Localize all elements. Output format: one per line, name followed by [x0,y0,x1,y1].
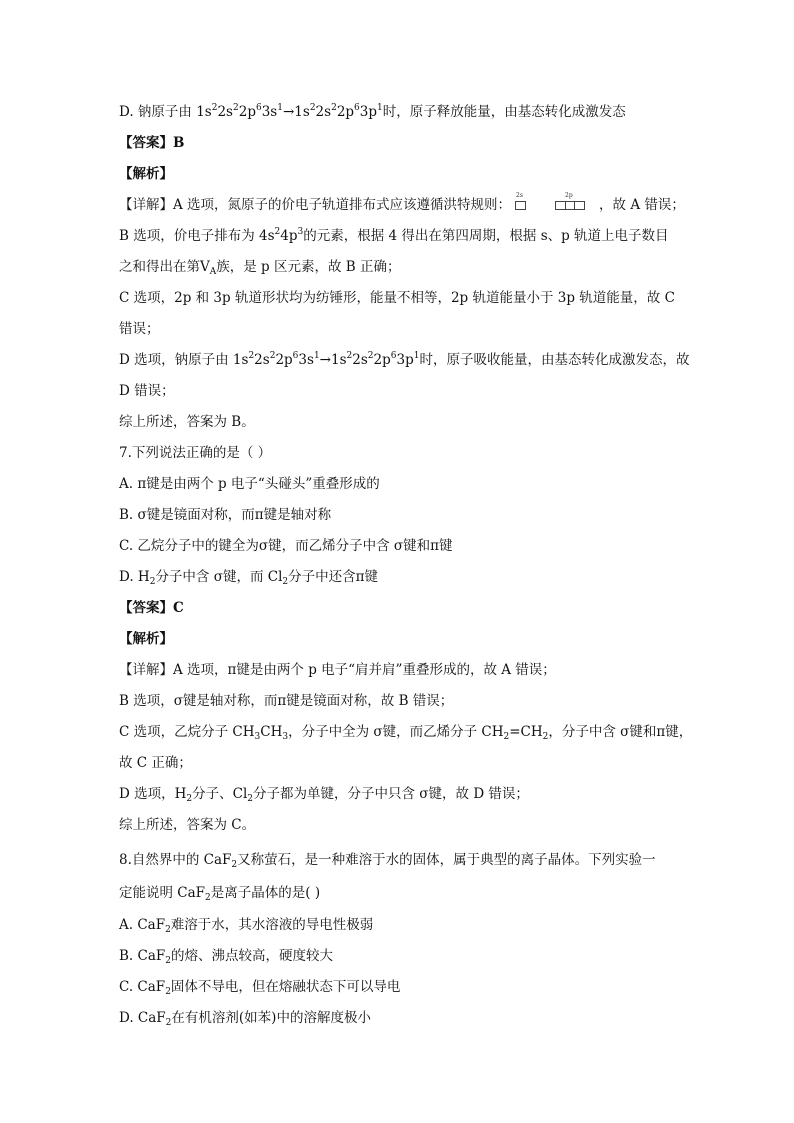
sub: 2 [247,794,254,804]
q8-stem-1 [119,851,656,869]
text: 又称萤石，是一种难溶于水的固体，属于典型的离子晶体。下列实验一 [237,852,656,868]
sub: 2 [205,893,211,903]
q8-option-d [119,1009,371,1027]
text: 难溶于水，其水溶液的导电性极弱 [170,917,374,933]
sub: 2 [503,732,510,742]
sup: 3 [297,227,304,237]
text: 族，是 p 区元素，故 B 正确； [216,259,401,275]
text: B. CaF [119,948,166,964]
q8-option-a [119,916,373,934]
q6-detail-d1 [119,351,689,369]
text: CH [260,724,283,740]
q7-answer: 【答案】C [119,600,184,616]
q7-detail-c2: 故 C 正确； [119,755,192,771]
q7-option-c: C. 乙烷分子中的键全为σ键，而乙烯分子中含 σ键和π键 [119,538,453,554]
sup: 1 [313,351,320,361]
sub: 2 [165,1018,172,1028]
text: 2s [315,104,332,120]
sup: 1 [377,103,383,113]
sub: 2 [165,956,171,966]
sup: 2 [346,351,353,361]
q7-detail-b: B 选项，σ键是轴对称，而π键是镜面对称，故 B 错误； [119,693,454,709]
text: D 选项，H [119,786,187,802]
text: 分子都为单键，分子中只含 σ键，故 D 错误； [253,786,529,802]
text: →1s [282,104,310,120]
text: 2p [238,104,256,120]
q6-summary: 综上所述，答案为 B。 [119,414,255,430]
text: 的熔、沸点较高，硬度较大 [170,948,333,964]
text: C 选项，乙烷分子 CH [119,724,255,740]
q8-option-c [119,978,400,996]
q6-detail-c1: C 选项，2p 和 3p 轨道形状均为纺锤形，能量不相等，2p 轨道能量小于 3p 轨道能量，故 C [119,290,675,306]
text: 2s [217,104,233,120]
q6-detail-a [119,192,685,214]
sup: 6 [255,103,262,113]
q7-option-d [119,568,378,586]
q6-detail-b1 [119,227,669,245]
q6-detail-c2: 错误； [119,321,160,337]
sub: 2 [149,577,156,587]
text: D. CaF [119,1010,166,1026]
text: 时，原子吸收能量，由基态转化成激发态，故 [419,352,690,368]
q6-detail-b2 [119,258,400,276]
q7-summary: 综上所述，答案为 C。 [119,817,256,833]
sub: 2 [186,794,193,804]
text: 的元素，根据 4 得出在第四周期，根据 s、p 轨道上电子数目 [303,228,669,244]
sup: 2 [367,351,374,361]
sub: 2 [165,925,171,935]
sub: 3 [254,732,261,742]
sup: 2 [269,351,276,361]
sup: 2 [248,351,255,361]
sup: 1 [277,103,283,113]
q7-option-a: A. π键是由两个 p 电子“头碰头”重叠形成的 [119,476,380,492]
q7-analysis-label: 【解析】 [119,631,173,647]
text: 2s [254,352,270,368]
text: ，分子中全为 σ键，而乙烯分子 CH [288,724,504,740]
text: 定能说明 CaF [119,885,206,901]
text: 2p [275,352,293,368]
sup: 2 [233,103,239,113]
sub: 2 [231,860,238,870]
text: ，分子中含 σ键和π键， [548,724,693,740]
orbital-s-label: 2s [516,192,523,199]
orbital-diagram [513,192,597,212]
text: 3s [298,352,314,368]
text: ，故 A 错误； [599,197,685,213]
q7-detail-d [119,785,529,803]
text: 分子中还含π键 [288,569,378,585]
sup: 2 [274,227,281,237]
sup: 1 [413,351,420,361]
sub: A [209,267,217,277]
orbital-box-2s [515,201,526,210]
sup: 2 [211,103,218,113]
orbital-box-2p [555,201,585,210]
text: 2p [373,352,391,368]
text: 在有机溶剂(如苯)中的溶解度极小 [171,1010,371,1026]
q7-stem: 7.下列说法正确的是（ ） [119,445,272,461]
q8-stem-2 [119,884,320,902]
text: =CH [509,724,543,740]
text: C. CaF [119,979,166,995]
q6-detail-d2: D 错误； [119,383,175,399]
sup: 6 [354,103,360,113]
text: 3p [396,352,414,368]
q6-answer: 【答案】B [119,135,185,151]
q7-detail-a: 【详解】A 选项，π键是由两个 p 电子“肩并肩”重叠形成的，故 A 错误； [119,662,556,678]
text: D. 钠原子由 1s [119,104,212,120]
q6-option-d [119,103,626,121]
text: 分子、Cl [192,786,248,802]
text: 2s [352,352,368,368]
text: →1s [319,352,347,368]
q7-option-b: B. σ键是镜面对称，而π键是轴对称 [119,507,332,523]
text: D. H [119,569,150,585]
text: 之和得出在第Ⅴ [119,259,210,275]
text: 是离子晶体的是( ) [210,885,321,901]
orbital-p-label: 2p [565,192,573,199]
q6-analysis-label: 【解析】 [119,166,173,182]
text: A. CaF [119,917,166,933]
text: 8.自然界中的 CaF [119,852,232,868]
sub: 3 [282,732,289,742]
q7-detail-c [119,723,692,741]
sub: 2 [542,732,549,742]
sup: 6 [292,351,299,361]
sup: 6 [390,351,397,361]
sup: 2 [309,103,316,113]
text: 3s [261,104,278,120]
text: D 选项，钠原子由 1s [119,352,249,368]
text: 时，原子释放能量，由基态转化成激发态 [382,104,626,120]
text: 3p [359,104,378,120]
text: B 选项，价电子排布为 4s [119,228,275,244]
text: 2p [336,104,355,120]
sup: 2 [331,103,337,113]
sub: 2 [165,987,171,997]
text: 4p [280,228,298,244]
text: 【详解】A 选项，氮原子的价电子轨道排布式应该遵循洪特规则： [119,197,512,213]
sub: 2 [282,577,289,587]
text: 分子中含 σ键，而 Cl [155,569,283,585]
text: 固体不导电，但在熔融状态下可以导电 [170,979,401,995]
q8-option-b [119,947,333,965]
